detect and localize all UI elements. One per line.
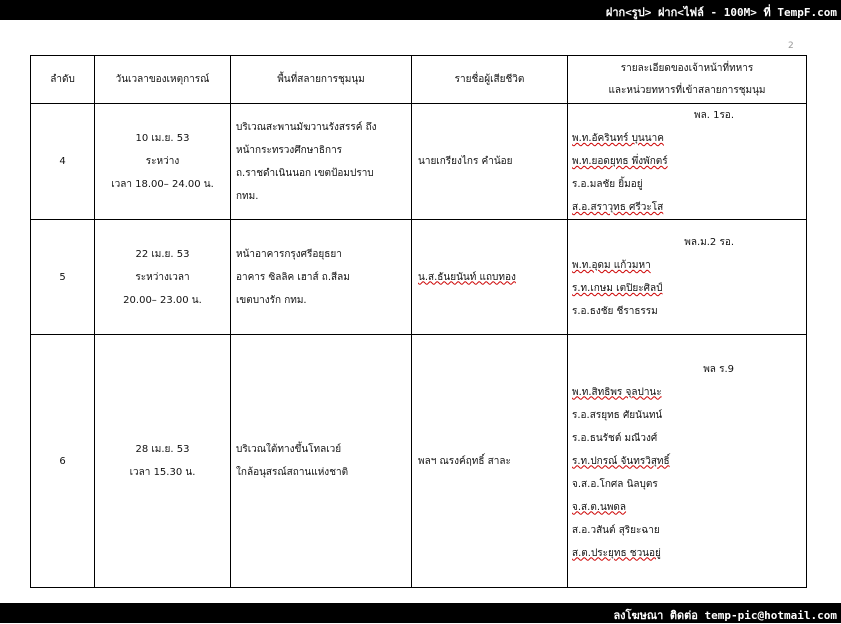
row-datetime: 28 เม.ย. 53 เวลา 15.30 น. (95, 335, 231, 588)
table-row (31, 220, 807, 335)
row-datetime: 10 เม.ย. 53 ระหว่าง เวลา 18.00– 24.00 น. (95, 104, 231, 220)
table-header-row (31, 56, 807, 104)
header-no: ลำดับ (31, 56, 95, 104)
row-area: บริเวณใต้ทางขึ้นโทลเวย์ ใกล้อนุสรณ์สถานแห่งชาติ (231, 335, 412, 588)
row-number: 6 (31, 335, 95, 588)
row-area: บริเวณสะพานมัฆวานรังสรรค์ ถึง หน้ากระทรวงศึกษาธิการ ถ.ราชดำเนินนอก เขตป้อมปราบ กทม. (231, 104, 412, 220)
table-row (31, 104, 807, 220)
header-officers: รายละเอียดของเจ้าหน้าที่ทหาร และหน่วยทหารที่เข้าสลายการชุมนุม (568, 56, 807, 104)
top-banner (0, 0, 841, 20)
row-victim: น.ส.ธันยนันท์ แถบทอง (412, 220, 568, 335)
row-officers: พล ร.9 พ.ท.สิทธิพร จุลปานะ ร.อ.สรยุทธ ศัยนันทน์ ร.อ.ธนรัชต์ มณีวงศ์ ร.ท.ปกรณ์ จันทรวิสุทธิ์ จ.ส.อ.โกศล นิลบุตร จ.ส.ต.นพดล ส.อ.วสันต์ สุริยะฉาย ส.ต.ประยุทธ ชวนอยู่ (568, 335, 807, 588)
unit-label: พล ร.9 (703, 363, 734, 375)
row-victim: นายเกรียงไกร คำน้อย (412, 104, 568, 220)
bottom-banner (0, 603, 841, 623)
row-victim: พลฯ ณรงค์ฤทธิ์ สาละ (412, 335, 568, 588)
row-datetime: 22 เม.ย. 53 ระหว่างเวลา 20.00– 23.00 น. (95, 220, 231, 335)
page-number: 2 (788, 41, 794, 51)
row-officers: พล.ม.2 รอ. พ.ท.อุดม แก้วมหา ร.ท.เกษม เตปิยะศิลป์ ร.อ.ธงชัย ชีราธรรม (568, 220, 807, 335)
bottom-banner-text[interactable]: ลงโฆษณา ติดต่อ temp-pic@hotmail.com (613, 609, 837, 622)
unit-label: พล. 1รอ. (694, 110, 734, 121)
header-datetime: วันเวลาของเหตุการณ์ (95, 56, 231, 104)
table-row (31, 335, 807, 588)
row-area: หน้าอาคารกรุงศรีอยุธยา อาคาร ซิลลิค เฮาส์ ถ.สีลม เขตบางรัก กทม. (231, 220, 412, 335)
row-number: 4 (31, 104, 95, 220)
header-area: พื้นที่สลายการชุมนุม (231, 56, 412, 104)
unit-label: พล.ม.2 รอ. (684, 237, 734, 248)
header-victims: รายชื่อผู้เสียชีวิต (412, 56, 568, 104)
row-officers: พล. 1รอ. พ.ท.อัครินทร์ บุนนาค พ.ท.ยอดยุทธ พึ่งพักตร์ ร.อ.มลชัย ยิ้มอยู่ ส.อ.สราวุทธ ศรีวะโส (568, 104, 807, 220)
row-number: 5 (31, 220, 95, 335)
incident-table (30, 55, 807, 588)
top-banner-text[interactable]: ฝาก<รูป> ฝาก<ไฟล์ - 100M> ที่ TempF.com (605, 6, 837, 19)
